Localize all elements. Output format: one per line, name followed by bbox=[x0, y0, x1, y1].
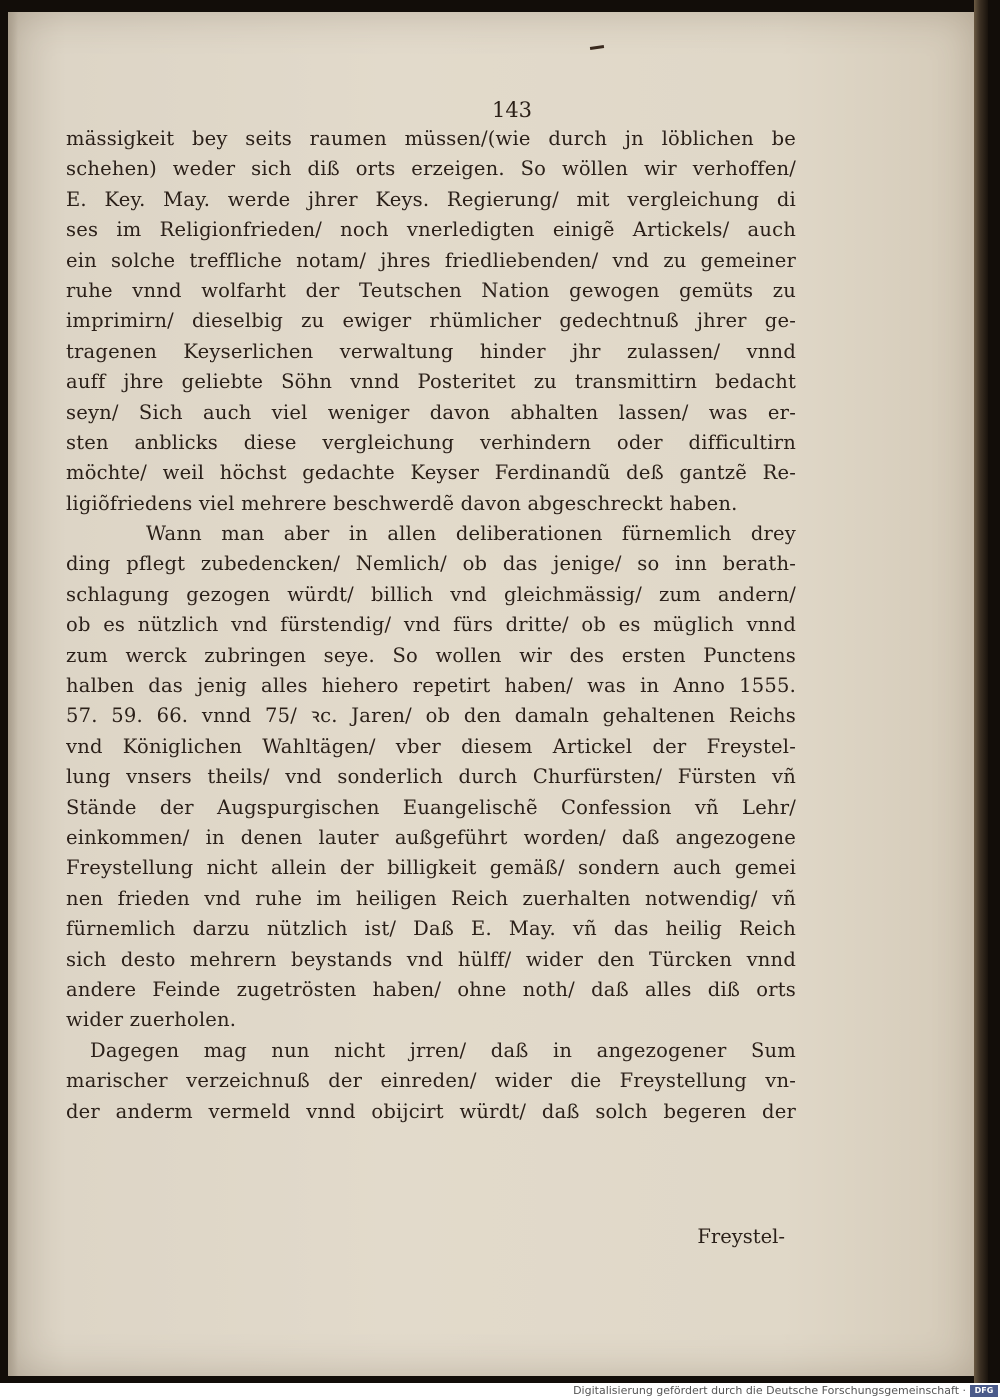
body-text bbox=[66, 124, 796, 1127]
catchword: Freystel- bbox=[697, 1225, 785, 1248]
text-line: der anderm vermeld vnnd obijcirt würdt/ daß solch begeren der bbox=[66, 1099, 796, 1123]
text-line: ein solche treffliche notam/ jhres friedliebenden/ vnd zu gemeiner bbox=[66, 248, 796, 272]
text-line: Wann man aber in allen deliberationen fürnemlich drey bbox=[146, 522, 796, 546]
text-line: nen frieden vnd ruhe im heiligen Reich zuerhalten notwendig/ vñ bbox=[66, 886, 796, 910]
text-line: ding pflegt zubedencken/ Nemlich/ ob das jenige/ so inn berath- bbox=[66, 552, 796, 576]
text-line: ob es nützlich vnd fürstendig/ vnd fürs dritte/ ob es müglich vnnd bbox=[66, 613, 796, 637]
text-line: sten anblicks diese vergleichung verhindern oder difficultirn bbox=[66, 430, 796, 454]
text-line: seyn/ Sich auch viel weniger davon abhalten lassen/ was er- bbox=[66, 400, 796, 424]
text-line: 57. 59. 66. vnnd 75/ ꝛc. Jaren/ ob den damaln gehaltenen Reichs bbox=[66, 704, 796, 728]
dfg-logo-icon: DFG bbox=[970, 1385, 998, 1397]
text-line: ligiõfriedens viel mehrere beschwerdẽ davon abgeschreckt haben. bbox=[66, 491, 738, 515]
page-number: 143 bbox=[491, 98, 533, 122]
text-line: zum werck zubringen seye. So wollen wir des ersten Punctens bbox=[66, 643, 796, 667]
text-line: auff jhre geliebte Söhn vnnd Posteritet zu transmittirn bedacht bbox=[66, 370, 796, 394]
text-line: ses im Religionfrieden/ noch vnerledigten einigẽ Artickels/ auch bbox=[66, 218, 796, 242]
text-line: marischer verzeichnuß der einreden/ wider die Freystellung vn- bbox=[66, 1069, 796, 1093]
text-line: Dagegen mag nun nicht jrren/ daß in angezogener Sum bbox=[90, 1038, 796, 1062]
page-edge bbox=[974, 0, 988, 1383]
text-line: tragenen Keyserlichen verwaltung hinder jhr zulassen/ vnnd bbox=[66, 339, 796, 363]
text-line: andere Feinde zugetrösten haben/ ohne noth/ daß alles diß orts bbox=[66, 977, 796, 1001]
text-line: vnd Königlichen Wahltägen/ vber diesem Artickel der Freystel- bbox=[66, 734, 796, 758]
text-line: mässigkeit bey seits raumen müssen/(wie durch jn löblichen be bbox=[66, 127, 796, 150]
funding-notice: Digitalisierung gefördert durch die Deutsche Forschungsgemeinschaft · bbox=[573, 1384, 966, 1397]
text-line: imprimirn/ dieselbig zu ewiger rhümlicher gedechtnuß jhrer ge- bbox=[66, 309, 796, 333]
page-gutter-shadow bbox=[8, 12, 18, 1376]
text-line: möchte/ weil höchst gedachte Keyser Ferdinandũ deß gantzẽ Re- bbox=[66, 461, 796, 485]
text-line: wider zuerholen. bbox=[66, 1008, 237, 1032]
text-line: Freystellung nicht allein der billigkeit gemäß/ sondern auch gemei bbox=[66, 856, 796, 880]
text-line: einkommen/ in denen lauter außgeführt worden/ daß angezogene bbox=[66, 825, 796, 849]
text-line: E. Key. May. werde jhrer Keys. Regierung/ mit vergleichung di bbox=[66, 187, 796, 211]
text-line: lung vnsers theils/ vnd sonderlich durch Churfürsten/ Fürsten vñ bbox=[66, 765, 796, 789]
text-line: halben das jenig alles hiehero repetirt haben/ was in Anno 1555. bbox=[66, 674, 796, 698]
text-line: fürnemlich darzu nützlich ist/ Daß E. May. vñ das heilig Reich bbox=[66, 917, 796, 941]
text-line: Stände der Augspurgischen Euangelischẽ Confession vñ Lehr/ bbox=[66, 795, 796, 819]
text-line: ruhe vnnd wolfarht der Teutschen Nation gewogen gemüts zu bbox=[66, 278, 796, 302]
text-line: sich desto mehrern beystands vnd hülff/ wider den Türcken vnnd bbox=[66, 947, 796, 971]
text-line: schehen) weder sich diß orts erzeigen. So wöllen wir verhoffen/ bbox=[66, 157, 796, 181]
text-line: schlagung gezogen würdt/ billich vnd gleichmässig/ zum andern/ bbox=[66, 582, 796, 606]
